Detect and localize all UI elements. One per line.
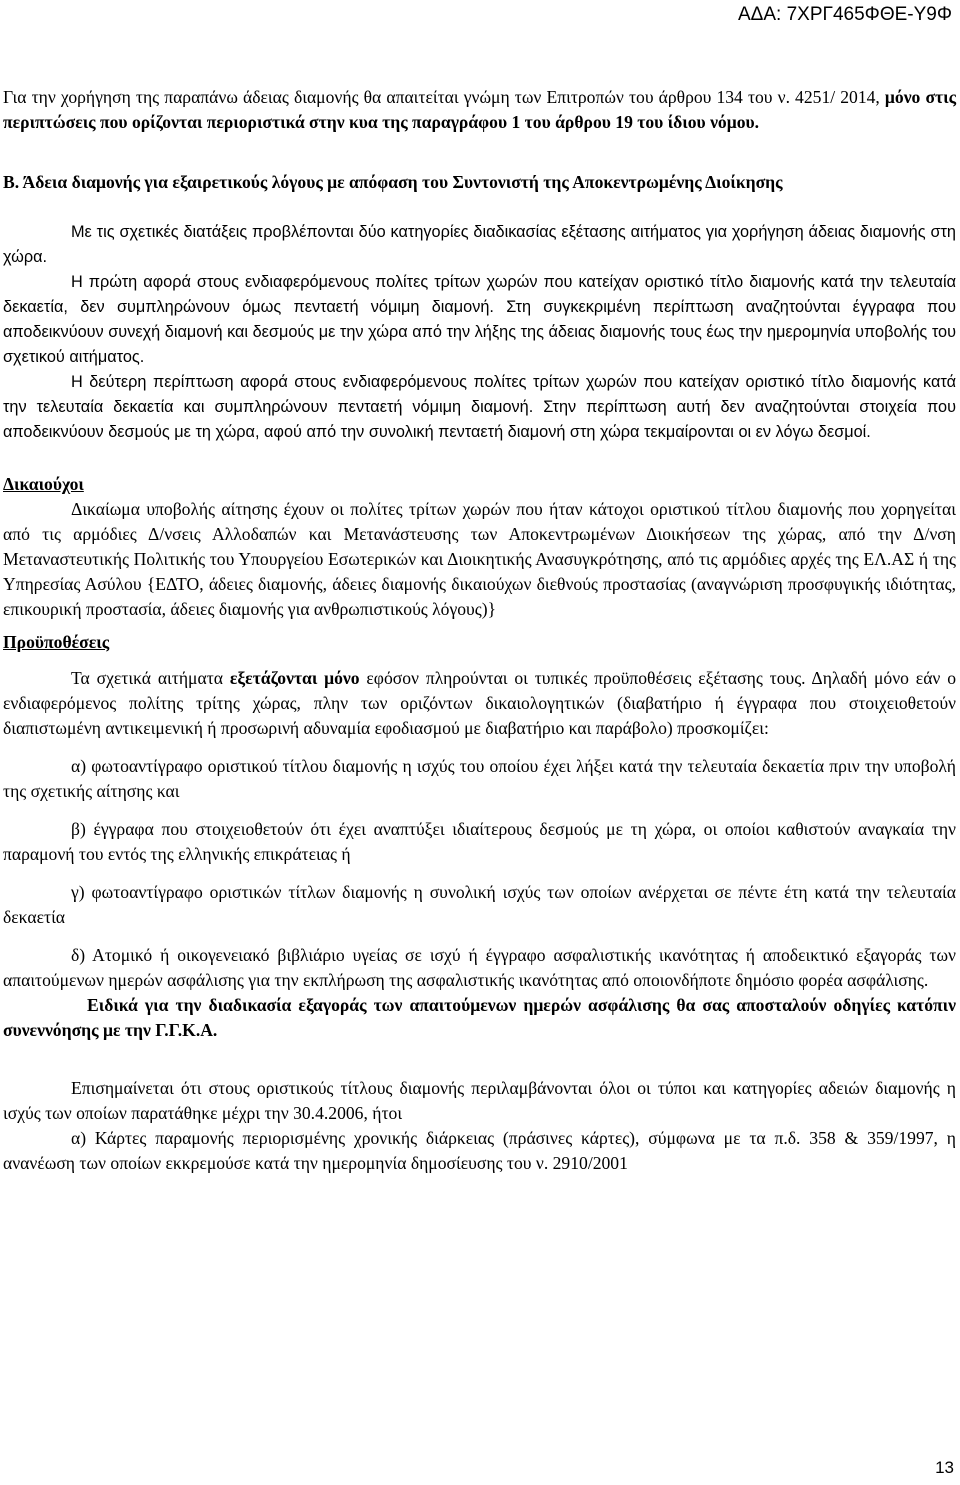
prerequisite-item-a: α) φωτοαντίγραφο οριστικού τίτλου διαμονής η ισχύς του οποίου έχει λήξει κατά την τελευταία δεκαετία πριν την υποβολή της σχετικής αίτησης και bbox=[3, 756, 956, 801]
page-number: 13 bbox=[935, 1458, 954, 1477]
section-b-title: Β. Άδεια διαμονής για εξαιρετικούς λόγους με απόφαση του Συντονιστή της Αποκεντρωμένης Διοίκησης bbox=[3, 172, 783, 192]
prerequisites-text-c: εφόσον πληρούνται οι τυπικές προϋποθέσεις εξέτασης τους. Δηλαδή μόνο εάν ο ενδιαφερόμενος πολίτης τρίτης χώρας, πλην των οριζόντων δικαιολογητικών (διαβατήριο ή έγγραφα που στοιχειοθετούν διαπιστωμένη αντικειμενική ή προσωρινή αδυναμία εφοδιασμού με διαβατήριο και παράβολο) προσκομίζει: bbox=[3, 668, 956, 738]
intro-paragraph bbox=[3, 85, 956, 135]
document-body bbox=[3, 85, 956, 1176]
prerequisites-bold: εξετάζονται μόνο bbox=[229, 668, 360, 688]
beneficiaries-heading: Δικαιούχοι bbox=[3, 474, 84, 494]
note-paragraph-2: α) Κάρτες παραμονής περιορισμένης χρονικής διάρκειας (πράσινες κάρτες), σύμφωνα με τα π.δ. 358 & 359/1997, η ανανέωση των οποίων εκκρεμούσε κατά την ημερομηνία δημοσίευσης του ν. 2910/2001 bbox=[3, 1128, 956, 1173]
prerequisite-item-b: β) έγγραφα που στοιχειοθετούν ότι έχει αναπτύξει ιδιαίτερους δεσμούς με τη χώρα, οι οποίοι καθιστούν αναγκαία την παραμονή του εντός της ελληνικής επικράτειας ή bbox=[3, 819, 956, 864]
prerequisites-paragraph bbox=[3, 666, 956, 741]
section-b-paragraph-2: Η πρώτη αφορά στους ενδιαφερόμενους πολίτες τρίτων χωρών που κατείχαν οριστικό τίτλο διαμονής κατά την τελευταία δεκαετία, δεν συμπληρώνουν όμως πενταετή νόμιμη διαμονή. Στη συγκεκριμένη περίπτωση αναζητούνται έγγραφα που αποδεικνύουν συνεχή διαμονή και δεσμούς με την χώρα από την λήξης της άδειας διαμονής τους έως την ημερομηνία υποβολής του σχετικού αιτήματος. bbox=[3, 273, 956, 366]
prerequisites-heading: Προϋποθέσεις bbox=[3, 632, 110, 652]
section-b-paragraph-1: Με τις σχετικές διατάξεις προβλέπονται δύο κατηγορίες διαδικασίας εξέτασης αιτήματος για χορήγηση άδειας διαμονής στη χώρα. bbox=[3, 223, 956, 266]
note-paragraph-1: Επισημαίνεται ότι στους οριστικούς τίτλους διαμονής περιλαμβάνονται όλοι οι τύποι και κατηγορίες αδειών διαμονής η ισχύς των οποίων παρατάθηκε μέχρι την 30.4.2006, ήτοι bbox=[3, 1078, 956, 1123]
prerequisites-text-a: Τα σχετικά αιτήματα bbox=[71, 668, 230, 688]
beneficiaries-text: Δικαίωμα υποβολής αίτησης έχουν οι πολίτες τρίτων χωρών που ήταν κάτοχοι οριστικού τίτλου διαμονής που χορηγείται από τις αρμόδιες Δ/νσεις Αλλοδαπών και Μετανάστευσης των Αποκεντρωμένων Διοικήσεων της χώρας, από την Δ/νση Μεταναστευτικής Πολιτικής του Υπουργείου Εσωτερικών και Διοικητικής Ανασυγκρότησης, από τις αρμόδιες αρχές της ΕΛ.ΑΣ ή της Υπηρεσίας Ασύλου {ΕΔΤΟ, άδειες διαμονής, άδειες διαμονής δικαιούχων διεθνούς προστασίας (αναγνώριση προσφυγικής ιδιότητας, επικουρική προστασία, άδειες διαμονής για ανθρωπιστικούς λόγους)} bbox=[3, 499, 956, 619]
insurance-note: Ειδικά για την διαδικασία εξαγοράς των απαιτούμενων ημερών ασφάλισης θα σας αποσταλούν οδηγίες κατόπιν συνεννόησης με την Γ.Γ.Κ.Α. bbox=[3, 995, 956, 1040]
prerequisite-item-d: δ) Ατομικό ή οικογενειακό βιβλιάριο υγείας σε ισχύ ή έγγραφο ασφαλιστικής ικανότητας ή αποδεικτικό εξαγοράς των απαιτούμενων ημερών ασφάλισης για την εκπλήρωση της ασφαλιστικής ικανότητας από οποιονδήποτε δημόσιο φορέα ασφάλισης. bbox=[3, 945, 956, 990]
ada-code: ΑΔΑ: 7ΧΡΓ465ΦΘΕ-Υ9Φ bbox=[737, 4, 952, 25]
prerequisite-item-c: γ) φωτοαντίγραφο οριστικών τίτλων διαμονής η συνολική ισχύς των οποίων ανέρχεται σε πέντε έτη κατά την τελευταία δεκαετία bbox=[3, 882, 956, 927]
intro-bold-text: μόνο στις περιπτώσεις που ορίζονται περιοριστικά στην κυα της παραγράφου 1 του άρθρου 19 του ίδιου νόμου. bbox=[3, 87, 957, 132]
section-b-paragraph-3: Η δεύτερη περίπτωση αφορά στους ενδιαφερόμενους πολίτες τρίτων χωρών που κατείχαν οριστικό τίτλο διαμονής κατά την τελευταία δεκαετία και συμπληρώνουν πενταετή νόμιμη διαμονή. Στην περίπτωση αυτή δεν αναζητούνται στοιχεία που αποδεικνύουν δεσμούς με τη χώρα, αφού από την συνολική πενταετή διαμονή στη χώρα τεκμαίρονται οι εν λόγω δεσμοί. bbox=[3, 373, 956, 441]
intro-text: Για την χορήγηση της παραπάνω άδειας διαμονής θα απαιτείται γνώμη των Επιτροπών του άρθρου 134 του ν. 4251/ 2014, bbox=[3, 87, 885, 107]
